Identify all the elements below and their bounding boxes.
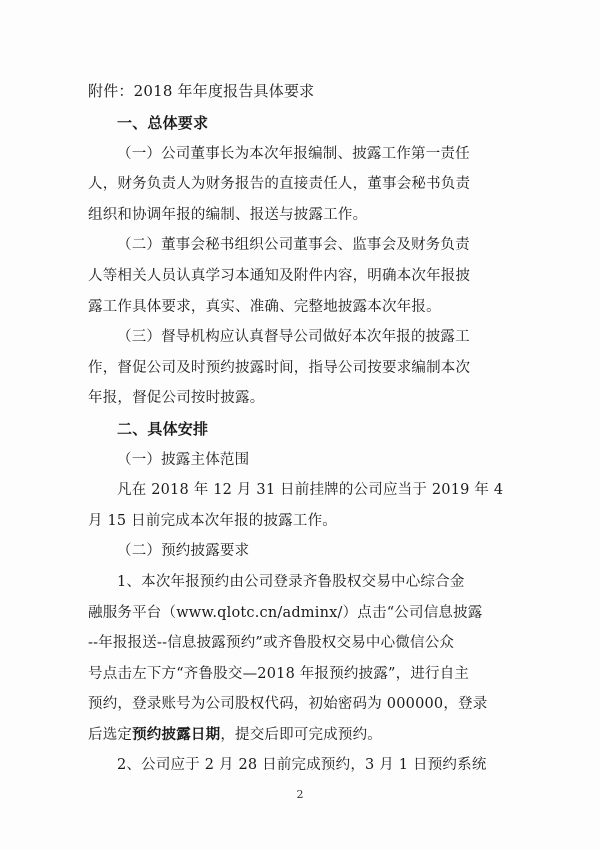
paragraph-line-with-emphasis: [88, 720, 520, 751]
paragraph-3: [88, 322, 520, 414]
paragraph-line: （一）公司董事长为本次年报编制、披露工作第一责任: [117, 145, 470, 162]
paragraph-line: 预约，登录账号为公司股权代码，初始密码为 000000，登录: [88, 696, 488, 713]
paragraph-line: 露工作具体要求，真实、准确、完整地披露本次年报。: [88, 298, 441, 315]
paragraph-line: 号点击左下方“齐鲁股交—2018 年报预约披露”，进行自主: [88, 665, 470, 682]
paragraph-line: 融服务平台（www.qlotc.cn/adminx/）点击“公司信息披露: [88, 604, 483, 621]
document-body: [88, 76, 520, 781]
emphasis-reservation-date: 预约披露日期: [132, 726, 221, 743]
paragraph-line: 年报，督促公司按时披露。: [88, 390, 265, 407]
text-after-emphasis: ，提交后即可完成预约。: [220, 726, 383, 743]
paragraph-line: 作，督促公司及时预约披露时间，指导公司按要求编制本次: [88, 359, 471, 376]
paragraph-1: [88, 139, 520, 231]
paragraph-line: 组织和协调年报的编制、报送与披露工作。: [88, 206, 368, 223]
section-heading-arrangement: 二、具体安排: [117, 419, 209, 438]
paragraph-reservation-2: [88, 750, 520, 781]
paragraph-line: 人，财务负责人为财务报告的直接责任人，董事会秘书负责: [88, 176, 471, 193]
paragraph-line: 人等相关人员认真学习本通知及附件内容，明确本次年报披: [88, 267, 471, 284]
paragraph-line: （三）督导机构应认真督导公司做好本次年报的披露工: [117, 329, 470, 346]
paragraph-line: 2、公司应于 2 月 28 日前完成预约，3 月 1 日预约系统: [117, 757, 487, 774]
subheading-scope: （一）披露主体范围: [117, 451, 250, 468]
paragraph-line: 月 15 日前完成本次年报的披露工作。: [88, 512, 337, 529]
paragraph-reservation-1: [88, 567, 520, 751]
attachment-title: 附件：2018 年年度报告具体要求: [88, 82, 315, 100]
text-before-emphasis: 后选定: [88, 726, 133, 743]
page-number: 2: [296, 788, 304, 801]
paragraph-line: 凡在 2018 年 12 月 31 日前挂牌的公司应当于 2019 年 4: [117, 482, 504, 499]
paragraph-scope: [88, 475, 520, 536]
paragraph-line: --年报报送--信息披露预约”或齐鲁股权交易中心微信公众: [88, 635, 455, 652]
paragraph-2: [88, 230, 520, 322]
subheading-reservation: （二）预约披露要求: [117, 543, 250, 560]
paragraph-line: （二）董事会秘书组织公司董事会、监事会及财务负责: [117, 237, 470, 254]
paragraph-line: 1、本次年报预约由公司登录齐鲁股权交易中心综合金: [117, 573, 465, 590]
section-heading-general: 一、总体要求: [117, 114, 209, 132]
